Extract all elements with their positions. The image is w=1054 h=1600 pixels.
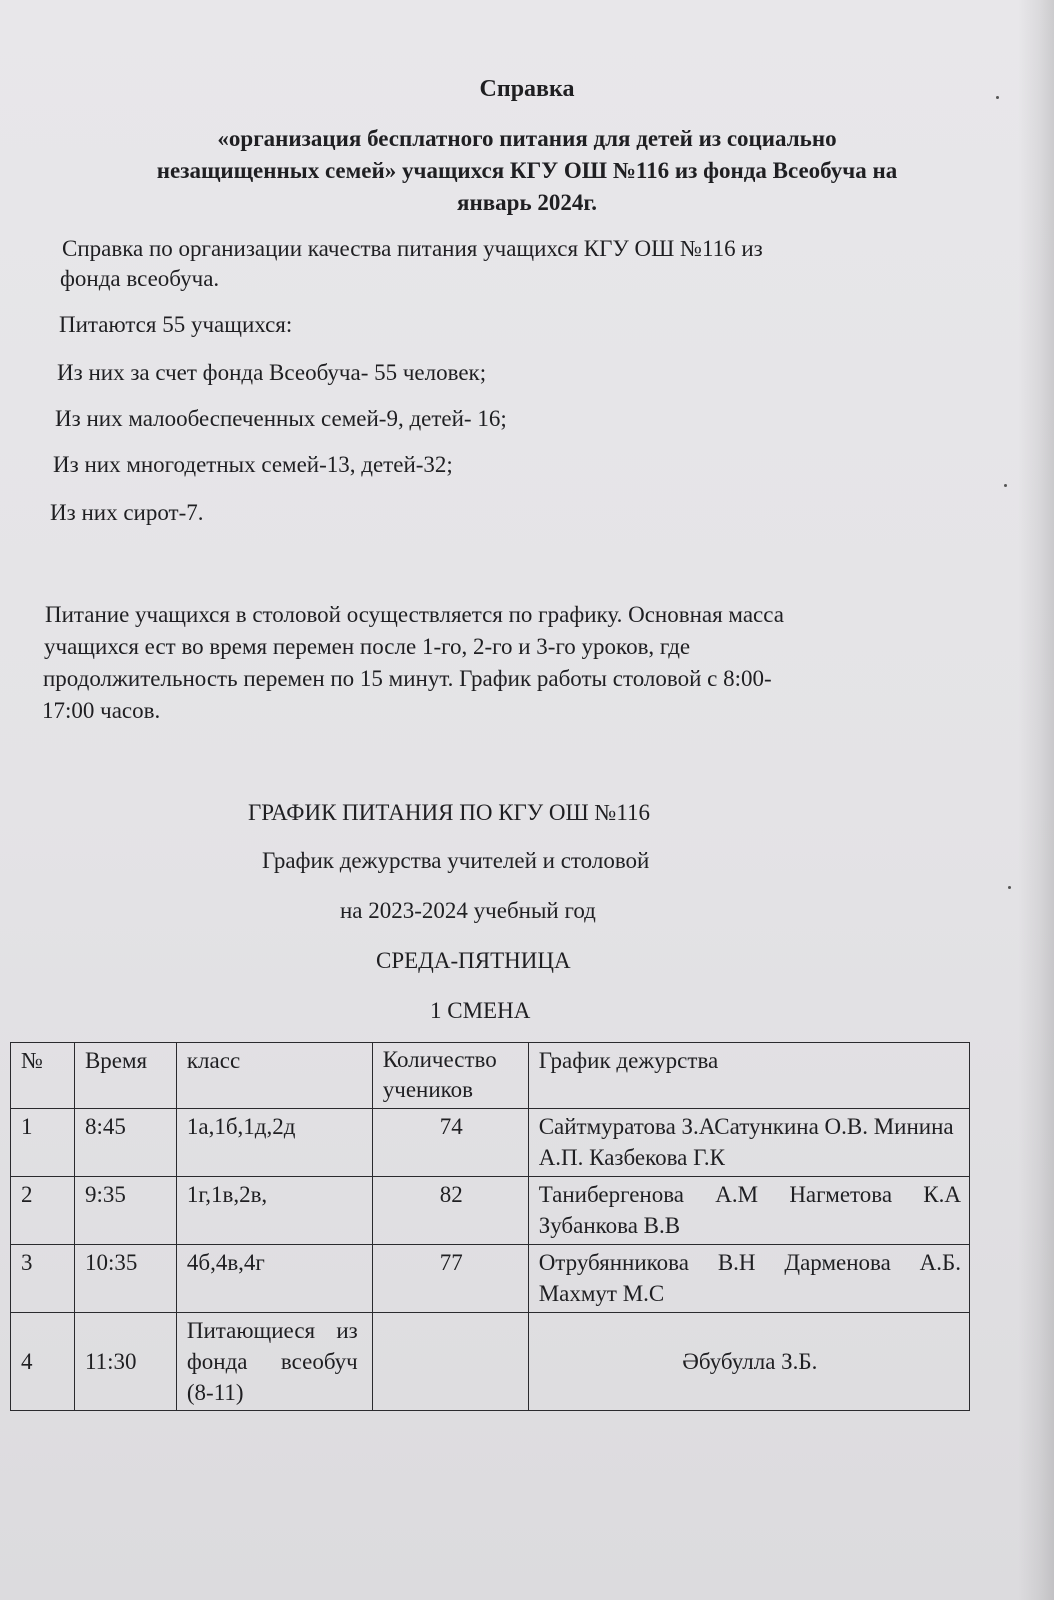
paragraph-line: учащихся ест во время перемен после 1-го, 2-го и 3-го уроков, где	[44, 634, 691, 659]
table-row	[11, 1177, 970, 1245]
table-row	[11, 1109, 970, 1177]
cell-no: 4	[11, 1313, 75, 1411]
cell-class: 4б,4в,4г	[176, 1245, 372, 1313]
cell-time: 9:35	[74, 1177, 176, 1245]
intro-line-1: Справка по организации качества питания учащихся КГУ ОШ №116 из	[62, 236, 763, 261]
cell-time: 11:30	[74, 1313, 176, 1411]
cell-duty: Танибергенова А.М Нагметова К.А Зубанкова В.В	[528, 1177, 969, 1245]
schedule-title: ГРАФИК ПИТАНИЯ ПО КГУ ОШ №116	[248, 800, 651, 825]
cell-count: 74	[372, 1109, 528, 1177]
cell-time: 10:35	[74, 1245, 176, 1313]
speck	[1008, 886, 1011, 889]
cell-no: 1	[11, 1109, 75, 1177]
cell-count	[372, 1313, 528, 1411]
subtitle-line-1: «организация бесплатного питания для детей из социально	[217, 126, 837, 151]
cell-duty: Әбубулла З.Б.	[528, 1313, 969, 1411]
cell-duty: Сайтмуратова З.АСатункина О.В. Минина А.П. Казбекова Г.К	[528, 1109, 969, 1177]
stat-line: Из них малообеспеченных семей-9, детей- 16;	[55, 406, 507, 431]
cell-no: 3	[11, 1245, 75, 1313]
schedule-subtitle: График дежурства учителей и столовой	[262, 848, 650, 873]
paragraph-line: 17:00 часов.	[42, 698, 161, 723]
stat-line: Питаются 55 учащихся:	[59, 312, 293, 337]
cell-class: 1а,1б,1д,2д	[176, 1109, 372, 1177]
table-row	[11, 1313, 970, 1411]
schedule-days: СРЕДА-ПЯТНИЦА	[376, 948, 571, 973]
cell-count: 82	[372, 1177, 528, 1245]
subtitle-line-2: незащищенных семей» учащихся КГУ ОШ №116 из фонда Всеобуча на	[156, 158, 898, 183]
column-header-count: Количество учеников	[372, 1043, 528, 1109]
paragraph-line: Питание учащихся в столовой осуществляется по графику. Основная масса	[45, 602, 784, 627]
intro-line-2: фонда всеобуча.	[60, 266, 220, 291]
schedule-shift: 1 СМЕНА	[430, 998, 531, 1023]
cell-class: 1г,1в,2в,	[176, 1177, 372, 1245]
document-title: Справка	[479, 76, 575, 102]
speck	[1004, 484, 1007, 487]
subtitle-line-3: январь 2024г.	[457, 190, 597, 215]
stat-line: Из них за счет фонда Всеобуча- 55 человек;	[57, 360, 487, 385]
schedule-year: на 2023-2024 учебный год	[340, 898, 596, 923]
stat-line: Из них многодетных семей-13, детей-32;	[53, 452, 453, 477]
column-header-class: класс	[176, 1043, 372, 1109]
column-header-time: Время	[74, 1043, 176, 1109]
cell-class: Питающиеся из фонда всеобуч (8-11)	[176, 1313, 372, 1411]
table-header-row	[11, 1043, 970, 1109]
paragraph-line: продолжительность перемен по 15 минут. График работы столовой с 8:00-	[43, 666, 772, 691]
stat-line: Из них сирот-7.	[50, 500, 204, 525]
table-row	[11, 1245, 970, 1313]
cell-time: 8:45	[74, 1109, 176, 1177]
column-header-no: №	[11, 1043, 75, 1109]
page-edge-shadow	[1018, 0, 1054, 1600]
column-header-duty: График дежурства	[528, 1043, 969, 1109]
cell-no: 2	[11, 1177, 75, 1245]
cell-duty: Отрубянникова В.Н Дарменова А.Б. Махмут М.С	[528, 1245, 969, 1313]
cell-count: 77	[372, 1245, 528, 1313]
schedule-table	[10, 1042, 970, 1411]
